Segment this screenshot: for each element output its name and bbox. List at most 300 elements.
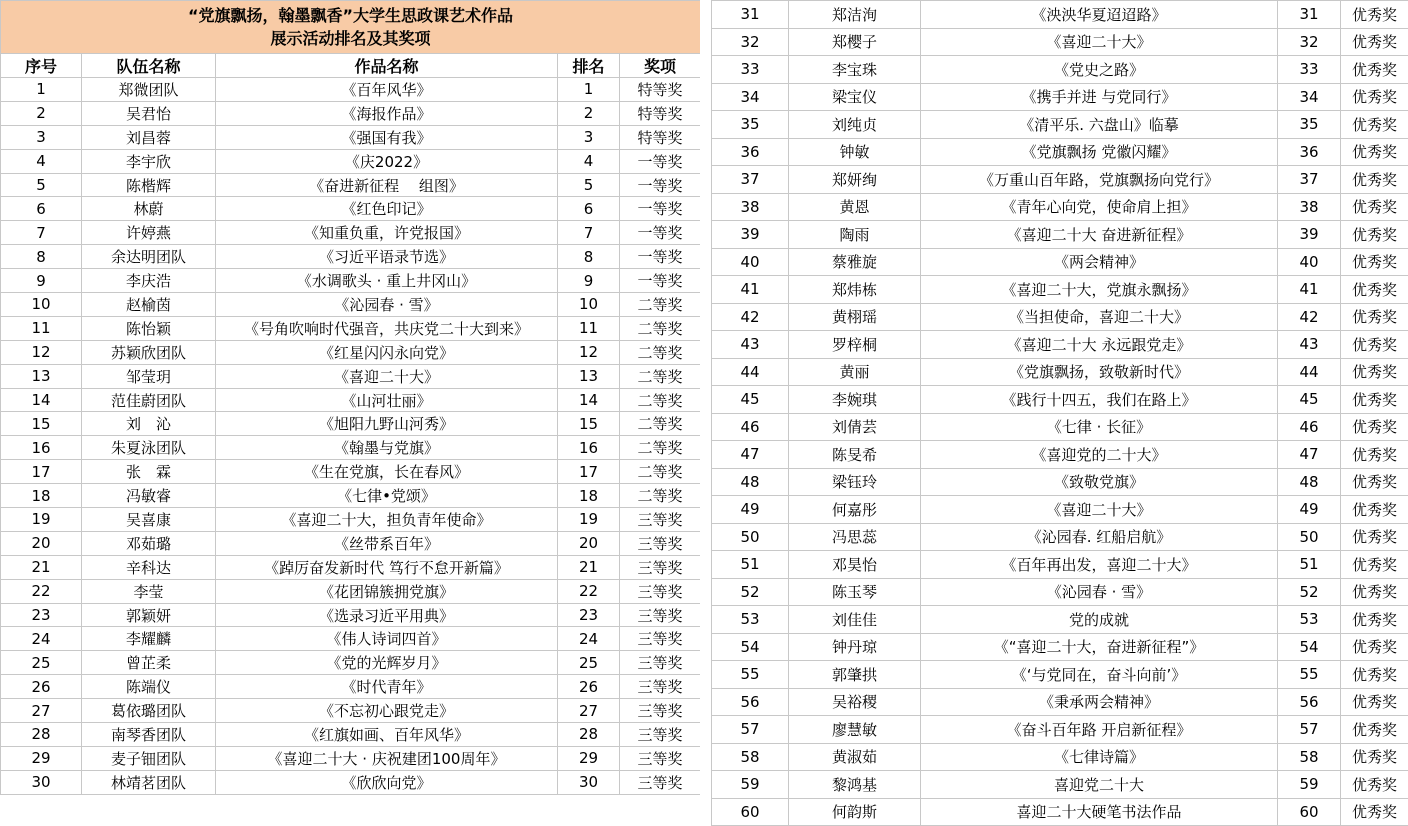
cell-work[interactable]: 《党的光辉岁月》	[216, 651, 558, 675]
cell-index[interactable]: 41	[712, 276, 789, 304]
cell-team[interactable]: 李庆浩	[82, 269, 216, 293]
cell-index[interactable]: 36	[712, 138, 789, 166]
sheet-title[interactable]	[1, 1, 701, 54]
cell-award[interactable]: 优秀奖	[1341, 551, 1408, 579]
cell-work[interactable]: 《红星闪闪永向党》	[216, 340, 558, 364]
cell-index[interactable]: 7	[1, 221, 82, 245]
cell-award[interactable]: 三等奖	[620, 627, 701, 651]
cell-team[interactable]: 邓茹璐	[82, 531, 216, 555]
cell-rank[interactable]: 45	[1278, 386, 1341, 414]
cell-award[interactable]: 三等奖	[620, 770, 701, 794]
cell-index[interactable]: 25	[1, 651, 82, 675]
cell-work[interactable]: 《‘与党同在，奋斗向前’》	[921, 661, 1278, 689]
cell-work[interactable]: 《沁园春 · 雪》	[921, 578, 1278, 606]
cell-award[interactable]: 优秀奖	[1341, 386, 1408, 414]
cell-award[interactable]: 优秀奖	[1341, 633, 1408, 661]
cell-rank[interactable]: 57	[1278, 716, 1341, 744]
cell-rank[interactable]: 15	[558, 412, 620, 436]
cell-work[interactable]: 《七律诗篇》	[921, 743, 1278, 771]
cell-rank[interactable]: 3	[558, 125, 620, 149]
cell-index[interactable]: 26	[1, 675, 82, 699]
cell-work[interactable]: 《时代青年》	[216, 675, 558, 699]
cell-work[interactable]: 《喜迎二十大 永远跟党走》	[921, 331, 1278, 359]
cell-work[interactable]: 《奋斗百年路 开启新征程》	[921, 716, 1278, 744]
cell-index[interactable]: 43	[712, 331, 789, 359]
cell-work[interactable]: 喜迎党二十大	[921, 771, 1278, 799]
cell-team[interactable]: 李耀麟	[82, 627, 216, 651]
cell-index[interactable]: 57	[712, 716, 789, 744]
cell-team[interactable]: 麦子钿团队	[82, 746, 216, 770]
cell-team[interactable]: 范佳蔚团队	[82, 388, 216, 412]
cell-work[interactable]: 《喜迎二十大 奋进新征程》	[921, 221, 1278, 249]
cell-award[interactable]: 优秀奖	[1341, 111, 1408, 139]
cell-work[interactable]: 《青年心向党，使命肩上担》	[921, 193, 1278, 221]
cell-rank[interactable]: 49	[1278, 496, 1341, 524]
cell-award[interactable]: 优秀奖	[1341, 606, 1408, 634]
cell-team[interactable]: 刘 沁	[82, 412, 216, 436]
cell-rank[interactable]: 38	[1278, 193, 1341, 221]
cell-index[interactable]: 22	[1, 579, 82, 603]
cell-team[interactable]: 梁宝仪	[789, 83, 921, 111]
cell-team[interactable]: 林靖茗团队	[82, 770, 216, 794]
cell-award[interactable]: 优秀奖	[1341, 798, 1408, 826]
cell-rank[interactable]: 56	[1278, 688, 1341, 716]
cell-team[interactable]: 赵榆茵	[82, 293, 216, 317]
cell-index[interactable]: 44	[712, 358, 789, 386]
cell-rank[interactable]: 9	[558, 269, 620, 293]
cell-award[interactable]: 三等奖	[620, 508, 701, 532]
cell-work[interactable]: 《水调歌头 · 重上井冈山》	[216, 269, 558, 293]
cell-rank[interactable]: 43	[1278, 331, 1341, 359]
cell-award[interactable]: 特等奖	[620, 78, 701, 102]
cell-award[interactable]: 优秀奖	[1341, 138, 1408, 166]
cell-team[interactable]: 刘倩芸	[789, 413, 921, 441]
cell-index[interactable]: 29	[1, 746, 82, 770]
cell-team[interactable]: 梁钰玲	[789, 468, 921, 496]
cell-index[interactable]: 53	[712, 606, 789, 634]
cell-team[interactable]: 苏颖欣团队	[82, 340, 216, 364]
cell-index[interactable]: 47	[712, 441, 789, 469]
cell-award[interactable]: 优秀奖	[1341, 468, 1408, 496]
cell-work[interactable]: 《万重山百年路，党旗飘扬向党行》	[921, 166, 1278, 194]
cell-rank[interactable]: 4	[558, 149, 620, 173]
cell-index[interactable]: 15	[1, 412, 82, 436]
cell-rank[interactable]: 33	[1278, 56, 1341, 84]
cell-team[interactable]: 陈玉琴	[789, 578, 921, 606]
cell-rank[interactable]: 34	[1278, 83, 1341, 111]
cell-team[interactable]: 郑微团队	[82, 78, 216, 102]
cell-rank[interactable]: 24	[558, 627, 620, 651]
cell-index[interactable]: 59	[712, 771, 789, 799]
cell-work[interactable]: 《海报作品》	[216, 101, 558, 125]
cell-work[interactable]: 《不忘初心跟党走》	[216, 699, 558, 723]
cell-award[interactable]: 优秀奖	[1341, 358, 1408, 386]
cell-award[interactable]: 二等奖	[620, 436, 701, 460]
cell-team[interactable]: 何嘉彤	[789, 496, 921, 524]
cell-award[interactable]: 优秀奖	[1341, 303, 1408, 331]
header-team[interactable]: 队伍名称	[82, 54, 216, 78]
cell-work[interactable]: 《喜迎二十大，党旗永飘扬》	[921, 276, 1278, 304]
cell-rank[interactable]: 59	[1278, 771, 1341, 799]
cell-index[interactable]: 17	[1, 460, 82, 484]
cell-index[interactable]: 19	[1, 508, 82, 532]
cell-award[interactable]: 二等奖	[620, 484, 701, 508]
cell-work[interactable]: 《奋进新征程 组图》	[216, 173, 558, 197]
cell-index[interactable]: 3	[1, 125, 82, 149]
cell-rank[interactable]: 29	[558, 746, 620, 770]
cell-work[interactable]: 《喜迎二十大 · 庆祝建团100周年》	[216, 746, 558, 770]
cell-rank[interactable]: 7	[558, 221, 620, 245]
cell-rank[interactable]: 26	[558, 675, 620, 699]
cell-work[interactable]: 《沁园春 · 雪》	[216, 293, 558, 317]
cell-team[interactable]: 李莹	[82, 579, 216, 603]
cell-work[interactable]: 《号角吹响时代强音，共庆党二十大到来》	[216, 316, 558, 340]
cell-team[interactable]: 蔡雅旋	[789, 248, 921, 276]
cell-award[interactable]: 三等奖	[620, 651, 701, 675]
cell-team[interactable]: 郑洁洵	[789, 1, 921, 29]
cell-work[interactable]: 《“喜迎二十大，奋进新征程”》	[921, 633, 1278, 661]
cell-work[interactable]: 《党旗飘扬，致敬新时代》	[921, 358, 1278, 386]
cell-index[interactable]: 28	[1, 723, 82, 747]
cell-team[interactable]: 余达明团队	[82, 245, 216, 269]
cell-work[interactable]: 喜迎二十大硬笔书法作品	[921, 798, 1278, 826]
cell-work[interactable]: 《习近平语录节选》	[216, 245, 558, 269]
cell-index[interactable]: 8	[1, 245, 82, 269]
cell-award[interactable]: 三等奖	[620, 603, 701, 627]
cell-work[interactable]: 《伟人诗词四首》	[216, 627, 558, 651]
cell-team[interactable]: 钟丹琼	[789, 633, 921, 661]
cell-index[interactable]: 45	[712, 386, 789, 414]
cell-index[interactable]: 20	[1, 531, 82, 555]
cell-work[interactable]: 《喜迎二十大》	[921, 28, 1278, 56]
cell-award[interactable]: 特等奖	[620, 125, 701, 149]
cell-team[interactable]: 葛依璐团队	[82, 699, 216, 723]
cell-index[interactable]: 55	[712, 661, 789, 689]
cell-award[interactable]: 优秀奖	[1341, 661, 1408, 689]
cell-rank[interactable]: 21	[558, 555, 620, 579]
cell-index[interactable]: 50	[712, 523, 789, 551]
header-award[interactable]: 奖项	[620, 54, 701, 78]
cell-rank[interactable]: 10	[558, 293, 620, 317]
cell-team[interactable]: 何韵斯	[789, 798, 921, 826]
cell-team[interactable]: 林蔚	[82, 197, 216, 221]
cell-rank[interactable]: 14	[558, 388, 620, 412]
cell-index[interactable]: 10	[1, 293, 82, 317]
cell-rank[interactable]: 5	[558, 173, 620, 197]
cell-rank[interactable]: 46	[1278, 413, 1341, 441]
cell-award[interactable]: 三等奖	[620, 675, 701, 699]
cell-rank[interactable]: 30	[558, 770, 620, 794]
cell-rank[interactable]: 40	[1278, 248, 1341, 276]
cell-work[interactable]: 《两会精神》	[921, 248, 1278, 276]
cell-team[interactable]: 李宝珠	[789, 56, 921, 84]
cell-award[interactable]: 二等奖	[620, 316, 701, 340]
cell-team[interactable]: 黎鸿基	[789, 771, 921, 799]
cell-work[interactable]: 《携手并进 与党同行》	[921, 83, 1278, 111]
cell-team[interactable]: 吴裕稷	[789, 688, 921, 716]
cell-work[interactable]: 《生在党旗，长在春风》	[216, 460, 558, 484]
cell-award[interactable]: 优秀奖	[1341, 688, 1408, 716]
cell-award[interactable]: 优秀奖	[1341, 743, 1408, 771]
cell-rank[interactable]: 1	[558, 78, 620, 102]
cell-award[interactable]: 优秀奖	[1341, 331, 1408, 359]
cell-work[interactable]: 《沁园春. 红船启航》	[921, 523, 1278, 551]
cell-work[interactable]: 《当担使命，喜迎二十大》	[921, 303, 1278, 331]
cell-work[interactable]: 《翰墨与党旗》	[216, 436, 558, 460]
cell-work[interactable]: 《践行十四五，我们在路上》	[921, 386, 1278, 414]
cell-team[interactable]: 陈怡颖	[82, 316, 216, 340]
cell-team[interactable]: 辛科达	[82, 555, 216, 579]
cell-work[interactable]: 《欣欣向党》	[216, 770, 558, 794]
cell-award[interactable]: 一等奖	[620, 245, 701, 269]
cell-award[interactable]: 一等奖	[620, 221, 701, 245]
cell-rank[interactable]: 25	[558, 651, 620, 675]
cell-work[interactable]: 《七律•党颂》	[216, 484, 558, 508]
cell-rank[interactable]: 39	[1278, 221, 1341, 249]
cell-index[interactable]: 30	[1, 770, 82, 794]
cell-index[interactable]: 18	[1, 484, 82, 508]
cell-team[interactable]: 黄淑茹	[789, 743, 921, 771]
cell-work[interactable]: 《七律 · 长征》	[921, 413, 1278, 441]
cell-award[interactable]: 优秀奖	[1341, 523, 1408, 551]
cell-work[interactable]: 《喜迎二十大》	[921, 496, 1278, 524]
cell-award[interactable]: 三等奖	[620, 723, 701, 747]
cell-award[interactable]: 二等奖	[620, 364, 701, 388]
cell-team[interactable]: 郑炜栋	[789, 276, 921, 304]
cell-index[interactable]: 58	[712, 743, 789, 771]
cell-award[interactable]: 优秀奖	[1341, 413, 1408, 441]
cell-team[interactable]: 吴喜康	[82, 508, 216, 532]
cell-award[interactable]: 优秀奖	[1341, 56, 1408, 84]
cell-team[interactable]: 陈端仪	[82, 675, 216, 699]
cell-award[interactable]: 优秀奖	[1341, 276, 1408, 304]
cell-index[interactable]: 23	[1, 603, 82, 627]
cell-team[interactable]: 邹莹玥	[82, 364, 216, 388]
cell-rank[interactable]: 22	[558, 579, 620, 603]
cell-rank[interactable]: 44	[1278, 358, 1341, 386]
cell-index[interactable]: 52	[712, 578, 789, 606]
cell-index[interactable]: 12	[1, 340, 82, 364]
cell-work[interactable]: 《山河壮丽》	[216, 388, 558, 412]
cell-rank[interactable]: 55	[1278, 661, 1341, 689]
cell-team[interactable]: 陶雨	[789, 221, 921, 249]
cell-rank[interactable]: 51	[1278, 551, 1341, 579]
cell-team[interactable]: 吴君怡	[82, 101, 216, 125]
cell-team[interactable]: 曾芷柔	[82, 651, 216, 675]
cell-index[interactable]: 35	[712, 111, 789, 139]
cell-rank[interactable]: 12	[558, 340, 620, 364]
cell-award[interactable]: 三等奖	[620, 699, 701, 723]
cell-award[interactable]: 三等奖	[620, 531, 701, 555]
cell-rank[interactable]: 27	[558, 699, 620, 723]
cell-index[interactable]: 13	[1, 364, 82, 388]
cell-index[interactable]: 31	[712, 1, 789, 29]
cell-award[interactable]: 优秀奖	[1341, 166, 1408, 194]
cell-index[interactable]: 34	[712, 83, 789, 111]
cell-award[interactable]: 优秀奖	[1341, 193, 1408, 221]
cell-work[interactable]: 《踔厉奋发新时代 笃行不怠开新篇》	[216, 555, 558, 579]
cell-award[interactable]: 三等奖	[620, 579, 701, 603]
cell-award[interactable]: 一等奖	[620, 173, 701, 197]
cell-rank[interactable]: 18	[558, 484, 620, 508]
cell-index[interactable]: 14	[1, 388, 82, 412]
cell-index[interactable]: 39	[712, 221, 789, 249]
cell-index[interactable]: 9	[1, 269, 82, 293]
cell-index[interactable]: 51	[712, 551, 789, 579]
cell-award[interactable]: 二等奖	[620, 412, 701, 436]
cell-team[interactable]: 冯思蕊	[789, 523, 921, 551]
cell-award[interactable]: 二等奖	[620, 460, 701, 484]
cell-team[interactable]: 廖慧敏	[789, 716, 921, 744]
cell-team[interactable]: 黄丽	[789, 358, 921, 386]
header-work[interactable]: 作品名称	[216, 54, 558, 78]
cell-award[interactable]: 二等奖	[620, 388, 701, 412]
cell-team[interactable]: 李婉琪	[789, 386, 921, 414]
cell-index[interactable]: 4	[1, 149, 82, 173]
cell-work[interactable]: 《清平乐. 六盘山》临摹	[921, 111, 1278, 139]
cell-index[interactable]: 1	[1, 78, 82, 102]
cell-team[interactable]: 张 霖	[82, 460, 216, 484]
cell-work[interactable]: 《党旗飘扬 党徽闪耀》	[921, 138, 1278, 166]
cell-award[interactable]: 优秀奖	[1341, 83, 1408, 111]
cell-rank[interactable]: 31	[1278, 1, 1341, 29]
header-index[interactable]: 序号	[1, 54, 82, 78]
cell-index[interactable]: 60	[712, 798, 789, 826]
cell-work[interactable]: 《喜迎党的二十大》	[921, 441, 1278, 469]
cell-work[interactable]: 《选录习近平用典》	[216, 603, 558, 627]
cell-rank[interactable]: 16	[558, 436, 620, 460]
cell-rank[interactable]: 8	[558, 245, 620, 269]
cell-award[interactable]: 优秀奖	[1341, 221, 1408, 249]
cell-award[interactable]: 二等奖	[620, 293, 701, 317]
cell-team[interactable]: 南琴香团队	[82, 723, 216, 747]
cell-work[interactable]: 《旭阳九野山河秀》	[216, 412, 558, 436]
cell-award[interactable]: 优秀奖	[1341, 28, 1408, 56]
cell-rank[interactable]: 11	[558, 316, 620, 340]
cell-work[interactable]: 《百年再出发，喜迎二十大》	[921, 551, 1278, 579]
cell-team[interactable]: 刘纯贞	[789, 111, 921, 139]
cell-team[interactable]: 郑樱子	[789, 28, 921, 56]
cell-work[interactable]: 《红旗如画、百年风华》	[216, 723, 558, 747]
cell-work[interactable]: 《喜迎二十大》	[216, 364, 558, 388]
cell-award[interactable]: 优秀奖	[1341, 248, 1408, 276]
cell-team[interactable]: 黄恩	[789, 193, 921, 221]
cell-award[interactable]: 优秀奖	[1341, 771, 1408, 799]
cell-team[interactable]: 黄栩瑶	[789, 303, 921, 331]
cell-work[interactable]: 党的成就	[921, 606, 1278, 634]
cell-rank[interactable]: 32	[1278, 28, 1341, 56]
cell-index[interactable]: 54	[712, 633, 789, 661]
cell-rank[interactable]: 41	[1278, 276, 1341, 304]
cell-team[interactable]: 罗梓桐	[789, 331, 921, 359]
cell-award[interactable]: 一等奖	[620, 269, 701, 293]
cell-work[interactable]: 《党史之路》	[921, 56, 1278, 84]
cell-rank[interactable]: 2	[558, 101, 620, 125]
cell-index[interactable]: 48	[712, 468, 789, 496]
cell-team[interactable]: 陈楷辉	[82, 173, 216, 197]
cell-rank[interactable]: 47	[1278, 441, 1341, 469]
cell-rank[interactable]: 42	[1278, 303, 1341, 331]
cell-award[interactable]: 优秀奖	[1341, 441, 1408, 469]
cell-team[interactable]: 郑妍绚	[789, 166, 921, 194]
cell-rank[interactable]: 17	[558, 460, 620, 484]
cell-award[interactable]: 一等奖	[620, 197, 701, 221]
cell-team[interactable]: 郭颖妍	[82, 603, 216, 627]
cell-rank[interactable]: 58	[1278, 743, 1341, 771]
cell-work[interactable]: 《庆2022》	[216, 149, 558, 173]
cell-rank[interactable]: 6	[558, 197, 620, 221]
cell-work[interactable]: 《百年风华》	[216, 78, 558, 102]
cell-index[interactable]: 24	[1, 627, 82, 651]
cell-work[interactable]: 《秉承两会精神》	[921, 688, 1278, 716]
cell-work[interactable]: 《喜迎二十大，担负青年使命》	[216, 508, 558, 532]
cell-rank[interactable]: 19	[558, 508, 620, 532]
cell-award[interactable]: 优秀奖	[1341, 716, 1408, 744]
cell-rank[interactable]: 28	[558, 723, 620, 747]
cell-rank[interactable]: 13	[558, 364, 620, 388]
cell-award[interactable]: 三等奖	[620, 555, 701, 579]
cell-index[interactable]: 11	[1, 316, 82, 340]
cell-rank[interactable]: 35	[1278, 111, 1341, 139]
cell-award[interactable]: 三等奖	[620, 746, 701, 770]
cell-award[interactable]: 一等奖	[620, 149, 701, 173]
cell-team[interactable]: 郭肇拱	[789, 661, 921, 689]
cell-rank[interactable]: 37	[1278, 166, 1341, 194]
cell-index[interactable]: 40	[712, 248, 789, 276]
cell-work[interactable]: 《泱泱华夏迢迢路》	[921, 1, 1278, 29]
cell-team[interactable]: 刘昌蓉	[82, 125, 216, 149]
cell-work[interactable]: 《致敬党旗》	[921, 468, 1278, 496]
cell-award[interactable]: 特等奖	[620, 101, 701, 125]
cell-award[interactable]: 二等奖	[620, 340, 701, 364]
cell-rank[interactable]: 20	[558, 531, 620, 555]
cell-rank[interactable]: 50	[1278, 523, 1341, 551]
cell-rank[interactable]: 54	[1278, 633, 1341, 661]
cell-index[interactable]: 49	[712, 496, 789, 524]
cell-rank[interactable]: 36	[1278, 138, 1341, 166]
cell-index[interactable]: 56	[712, 688, 789, 716]
cell-team[interactable]: 朱夏泳团队	[82, 436, 216, 460]
cell-award[interactable]: 优秀奖	[1341, 578, 1408, 606]
cell-rank[interactable]: 53	[1278, 606, 1341, 634]
cell-work[interactable]: 《红色印记》	[216, 197, 558, 221]
cell-work[interactable]: 《知重负重，许党报国》	[216, 221, 558, 245]
cell-index[interactable]: 5	[1, 173, 82, 197]
cell-work[interactable]: 《强国有我》	[216, 125, 558, 149]
cell-index[interactable]: 27	[1, 699, 82, 723]
cell-index[interactable]: 2	[1, 101, 82, 125]
cell-index[interactable]: 32	[712, 28, 789, 56]
cell-award[interactable]: 优秀奖	[1341, 1, 1408, 29]
cell-index[interactable]: 38	[712, 193, 789, 221]
cell-index[interactable]: 16	[1, 436, 82, 460]
cell-index[interactable]: 33	[712, 56, 789, 84]
cell-team[interactable]: 钟敏	[789, 138, 921, 166]
cell-award[interactable]: 优秀奖	[1341, 496, 1408, 524]
cell-team[interactable]: 刘佳佳	[789, 606, 921, 634]
cell-team[interactable]: 李宇欣	[82, 149, 216, 173]
cell-index[interactable]: 46	[712, 413, 789, 441]
cell-rank[interactable]: 48	[1278, 468, 1341, 496]
cell-rank[interactable]: 60	[1278, 798, 1341, 826]
cell-index[interactable]: 42	[712, 303, 789, 331]
cell-index[interactable]: 21	[1, 555, 82, 579]
cell-index[interactable]: 37	[712, 166, 789, 194]
cell-team[interactable]: 冯敏睿	[82, 484, 216, 508]
cell-index[interactable]: 6	[1, 197, 82, 221]
cell-team[interactable]: 陈旻希	[789, 441, 921, 469]
header-rank[interactable]: 排名	[558, 54, 620, 78]
